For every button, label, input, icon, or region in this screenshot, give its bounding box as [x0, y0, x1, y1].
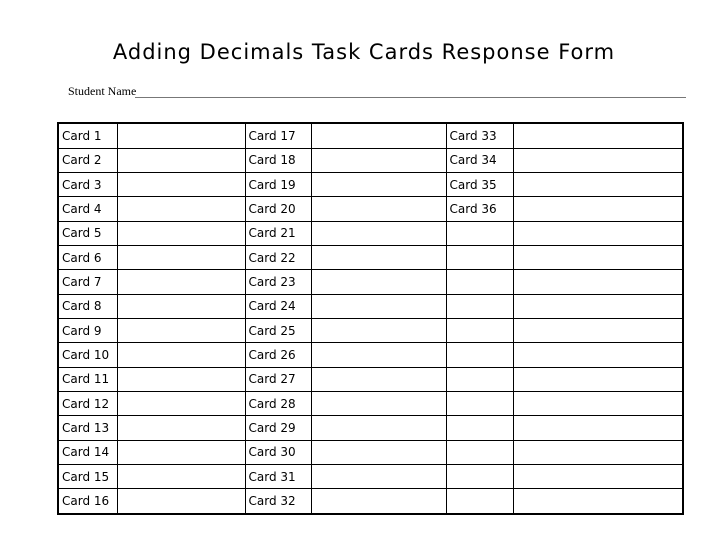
card-label [446, 440, 513, 464]
card-label: Card 35 [446, 172, 513, 196]
table-row [58, 148, 683, 172]
card-label: Card 1 [58, 123, 117, 148]
answer-cell[interactable] [513, 221, 683, 245]
card-label: Card 20 [245, 197, 311, 221]
card-label: Card 5 [58, 221, 117, 245]
card-label: Card 30 [245, 440, 311, 464]
answer-cell[interactable] [311, 318, 446, 342]
card-label: Card 24 [245, 294, 311, 318]
card-label: Card 32 [245, 489, 311, 514]
card-label: Card 26 [245, 343, 311, 367]
card-label: Card 15 [58, 464, 117, 488]
table-row [58, 294, 683, 318]
answer-cell[interactable] [311, 197, 446, 221]
card-label [446, 464, 513, 488]
answer-cell[interactable] [117, 245, 245, 269]
card-label: Card 34 [446, 148, 513, 172]
card-label: Card 7 [58, 270, 117, 294]
card-label: Card 25 [245, 318, 311, 342]
card-label: Card 4 [58, 197, 117, 221]
answer-cell[interactable] [311, 221, 446, 245]
answer-cell[interactable] [513, 489, 683, 514]
answer-cell[interactable] [311, 464, 446, 488]
answer-cell[interactable] [311, 391, 446, 415]
table-row [58, 343, 683, 367]
table-row [58, 464, 683, 488]
card-label: Card 29 [245, 416, 311, 440]
card-label: Card 31 [245, 464, 311, 488]
answer-cell[interactable] [117, 343, 245, 367]
card-label: Card 22 [245, 245, 311, 269]
card-label: Card 12 [58, 391, 117, 415]
table-row [58, 221, 683, 245]
card-label: Card 36 [446, 197, 513, 221]
answer-cell[interactable] [513, 148, 683, 172]
answer-cell[interactable] [117, 172, 245, 196]
card-label [446, 294, 513, 318]
card-label [446, 416, 513, 440]
card-label: Card 2 [58, 148, 117, 172]
student-name-line [135, 97, 686, 98]
table-row [58, 197, 683, 221]
answer-cell[interactable] [117, 294, 245, 318]
answer-cell[interactable] [311, 123, 446, 148]
answer-cell[interactable] [117, 221, 245, 245]
table-row [58, 416, 683, 440]
answer-cell[interactable] [513, 367, 683, 391]
answer-cell[interactable] [513, 464, 683, 488]
card-label [446, 343, 513, 367]
answer-cell[interactable] [513, 440, 683, 464]
table-row [58, 391, 683, 415]
answer-cell[interactable] [117, 367, 245, 391]
answer-cell[interactable] [117, 123, 245, 148]
card-label: Card 3 [58, 172, 117, 196]
answer-cell[interactable] [311, 270, 446, 294]
card-label: Card 23 [245, 270, 311, 294]
answer-cell[interactable] [513, 172, 683, 196]
card-label: Card 10 [58, 343, 117, 367]
card-label: Card 28 [245, 391, 311, 415]
card-label: Card 11 [58, 367, 117, 391]
form-title: Adding Decimals Task Cards Response Form [112, 40, 616, 64]
table-row [58, 245, 683, 269]
answer-cell[interactable] [117, 391, 245, 415]
answer-cell[interactable] [117, 318, 245, 342]
answer-cell[interactable] [513, 197, 683, 221]
card-label [446, 391, 513, 415]
answer-cell[interactable] [513, 318, 683, 342]
table-row [58, 367, 683, 391]
answer-cell[interactable] [311, 343, 446, 367]
card-label [446, 489, 513, 514]
card-label [446, 367, 513, 391]
answer-cell[interactable] [117, 489, 245, 514]
answer-cell[interactable] [117, 440, 245, 464]
answer-cell[interactable] [513, 245, 683, 269]
response-table [57, 122, 684, 515]
answer-cell[interactable] [513, 294, 683, 318]
card-label: Card 27 [245, 367, 311, 391]
card-label: Card 6 [58, 245, 117, 269]
answer-cell[interactable] [117, 148, 245, 172]
answer-cell[interactable] [513, 270, 683, 294]
answer-cell[interactable] [513, 123, 683, 148]
card-label: Card 8 [58, 294, 117, 318]
student-name-field[interactable] [68, 84, 136, 99]
answer-cell[interactable] [117, 464, 245, 488]
answer-cell[interactable] [513, 391, 683, 415]
table-row [58, 318, 683, 342]
card-label [446, 318, 513, 342]
answer-cell[interactable] [311, 489, 446, 514]
answer-cell[interactable] [117, 416, 245, 440]
answer-cell[interactable] [311, 416, 446, 440]
table-row [58, 489, 683, 514]
table-row [58, 270, 683, 294]
answer-cell[interactable] [513, 343, 683, 367]
card-label [446, 245, 513, 269]
table-row [58, 440, 683, 464]
answer-cell[interactable] [311, 148, 446, 172]
card-label: Card 33 [446, 123, 513, 148]
answer-cell[interactable] [311, 245, 446, 269]
card-label: Card 9 [58, 318, 117, 342]
table-row [58, 123, 683, 148]
answer-cell[interactable] [117, 270, 245, 294]
student-name-label: Student Name [68, 84, 137, 98]
card-label: Card 14 [58, 440, 117, 464]
answer-cell[interactable] [311, 294, 446, 318]
card-label [446, 221, 513, 245]
answer-cell[interactable] [117, 197, 245, 221]
card-label: Card 17 [245, 123, 311, 148]
card-label: Card 16 [58, 489, 117, 514]
card-label: Card 21 [245, 221, 311, 245]
card-label: Card 13 [58, 416, 117, 440]
table-row [58, 172, 683, 196]
card-label: Card 19 [245, 172, 311, 196]
answer-cell[interactable] [311, 172, 446, 196]
answer-cell[interactable] [513, 416, 683, 440]
answer-cell[interactable] [311, 440, 446, 464]
card-label: Card 18 [245, 148, 311, 172]
card-label [446, 270, 513, 294]
answer-cell[interactable] [311, 367, 446, 391]
